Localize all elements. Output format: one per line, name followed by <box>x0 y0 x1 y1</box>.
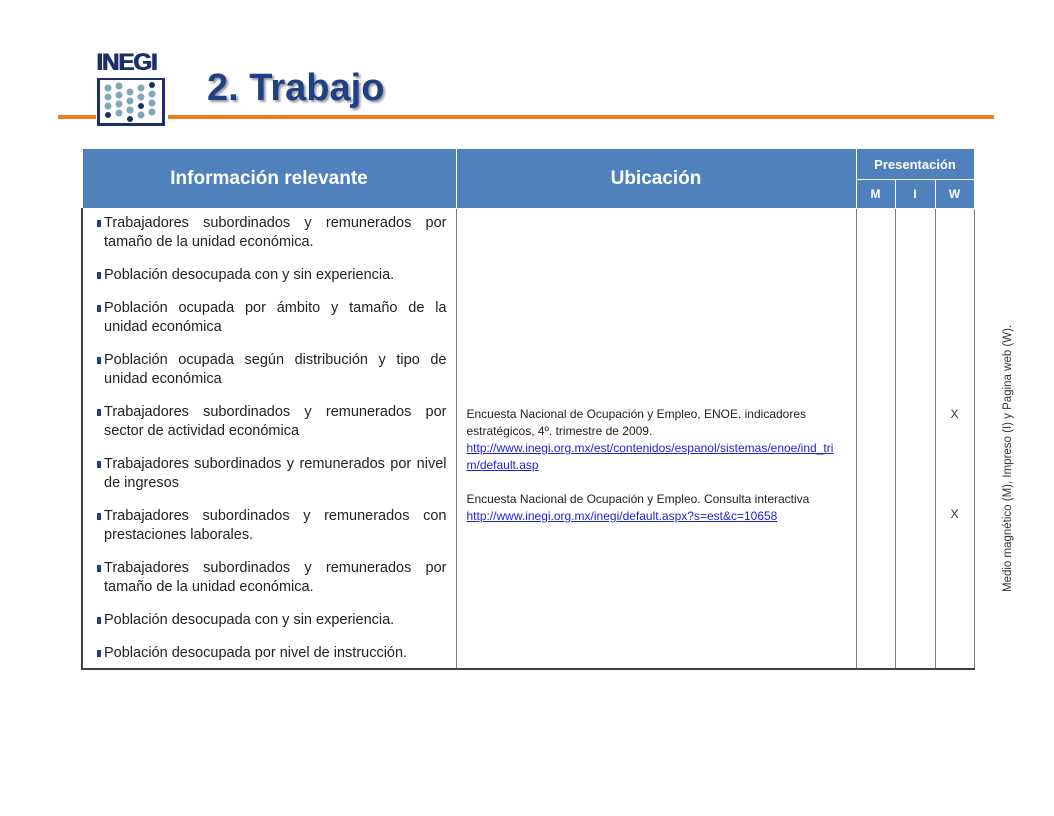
w-mark-1: X <box>950 407 959 421</box>
i-cell <box>895 209 935 670</box>
header-presentacion: Presentación <box>856 149 974 180</box>
list-item: Trabajadores subordinados y remunerados por nivel de ingresos <box>104 456 447 491</box>
list-item: Trabajadores subordinados y remunerados por tamaño de la unidad económica. <box>104 560 447 595</box>
logo-abacus <box>97 78 165 126</box>
information-list <box>84 210 455 663</box>
list-item: Población ocupada por ámbito y tamaño de la unidad económica <box>104 300 447 335</box>
w-cell <box>935 209 974 670</box>
source-enoe-consulta: Encuesta Nacional de Ocupación y Empleo. Consulta interactiva <box>466 492 810 506</box>
list-item: Trabajadores subordinados y remunerados por tamaño de la unidad económica. <box>104 215 447 250</box>
link-enoe-consulta[interactable]: http://www.inegi.org.mx/inegi/default.aspx?s=est&c=10658 <box>466 509 778 523</box>
info-table <box>81 148 975 670</box>
header-divider-line <box>58 115 994 119</box>
logo-text: INEGI <box>96 49 157 76</box>
header-w: W <box>935 180 974 209</box>
list-item: Población ocupada según distribución y tipo de unidad económica <box>104 352 447 387</box>
link-enoe-indicadores[interactable]: http://www.inegi.org.mx/est/contenidos/espanol/sistemas/enoe/ind_trim/default.asp <box>466 441 834 472</box>
list-item: Trabajadores subordinados y remunerados con prestaciones laborales. <box>104 508 447 543</box>
header-m: M <box>856 180 895 209</box>
presentation-legend-note: Medio magnético (M), Impreso (I) y Pagina web (W). <box>1002 324 1014 592</box>
list-item: Población desocupada con y sin experiencia. <box>104 611 447 630</box>
inegi-logo <box>96 50 168 128</box>
abacus-icon <box>100 80 162 124</box>
ubicacion-cell <box>456 209 856 670</box>
informacion-cell <box>82 209 456 670</box>
header-ubicacion: Ubicación <box>456 149 856 209</box>
w-mark-2: X <box>950 507 959 521</box>
header-informacion-relevante: Información relevante <box>82 149 456 209</box>
m-cell <box>856 209 895 670</box>
page-title: 2. Trabajo <box>207 67 385 109</box>
list-item: Población desocupada con y sin experiencia. <box>104 266 447 285</box>
list-item: Población desocupada por nivel de instrucción. <box>104 644 447 663</box>
source-enoe-indicadores: Encuesta Nacional de Ocupación y Empleo, ENOE. indicadores estratégicos, 4º. trimestre de 2009. <box>466 407 807 438</box>
header-i: I <box>895 180 935 209</box>
list-item: Trabajadores subordinados y remunerados por sector de actividad económica <box>104 404 447 439</box>
